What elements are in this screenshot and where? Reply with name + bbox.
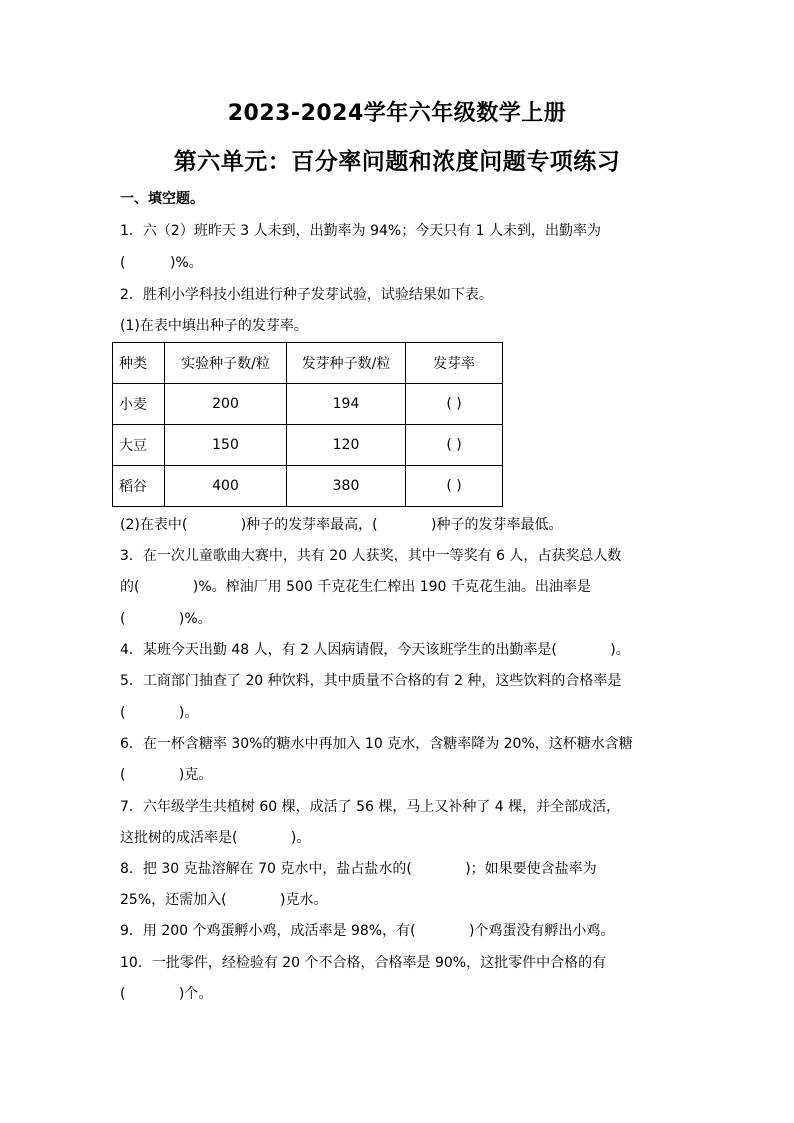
question-6-line-2: ( )克。 xyxy=(120,767,213,783)
table-cell: 400 xyxy=(165,466,287,507)
question-7-line-1: 7．六年级学生共植树 60 棵，成活了 56 棵，马上又补种了 4 棵，并全部成活， xyxy=(120,799,621,815)
question-1-line-2: ( )%。 xyxy=(120,255,203,271)
question-8-line-2: 25%，还需加入( )克水。 xyxy=(120,892,328,908)
answer-blank[interactable]: ( ) xyxy=(406,425,503,466)
table-header-cell: 种类 xyxy=(113,343,165,384)
table-cell: 150 xyxy=(165,425,287,466)
germination-table xyxy=(112,342,503,507)
answer-blank[interactable]: ( ) xyxy=(406,384,503,425)
table-row xyxy=(113,466,503,507)
table-cell: 380 xyxy=(287,466,406,507)
question-2-line-2: (1)在表中填出种子的发芽率。 xyxy=(120,318,308,334)
table-header-row xyxy=(113,343,503,384)
table-cell: 194 xyxy=(287,384,406,425)
question-2-line-1: 2．胜利小学科技小组进行种子发芽试验，试验结果如下表。 xyxy=(120,287,493,303)
table-header-cell: 发芽率 xyxy=(406,343,503,384)
question-5-line-2: ( )。 xyxy=(120,705,199,721)
table-row xyxy=(113,384,503,425)
question-3-line-3: ( )%。 xyxy=(120,611,212,627)
question-3-line-1: 3．在一次儿童歌曲大赛中，共有 20 人获奖，其中一等奖有 6 人，占获奖总人数 xyxy=(120,548,622,564)
table-header-cell: 发芽种子数/粒 xyxy=(287,343,406,384)
question-8-line-1: 8．把 30 克盐溶解在 70 克水中，盐占盐水的( )；如果要使含盐率为 xyxy=(120,861,597,877)
question-2-part-2: (2)在表中( )种子的发芽率最高，( )种子的发芽率最低。 xyxy=(120,517,563,533)
table-cell: 大豆 xyxy=(113,425,165,466)
table-header-cell: 实验种子数/粒 xyxy=(165,343,287,384)
document-title: 2023-2024学年六年级数学上册 xyxy=(227,101,567,126)
question-6-line-1: 6．在一杯含糖率 30%的糖水中再加入 10 克水，含糖率降为 20%，这杯糖水含糖 xyxy=(120,736,633,752)
question-3-line-2: 的( )%。榨油厂用 500 千克花生仁榨出 190 千克花生油。出油率是 xyxy=(120,579,591,595)
question-9: 9．用 200 个鸡蛋孵小鸡，成活率是 98%，有( )个鸡蛋没有孵出小鸡。 xyxy=(120,923,615,939)
question-1-line-1: 1．六（2）班昨天 3 人未到，出勤率为 94%；今天只有 1 人未到，出勤率为 xyxy=(120,223,601,239)
document-subtitle: 第六单元：百分率问题和浓度问题专项练习 xyxy=(173,149,621,175)
table-cell: 120 xyxy=(287,425,406,466)
section-heading: 一、填空题。 xyxy=(120,191,204,207)
answer-blank[interactable]: ( ) xyxy=(406,466,503,507)
question-10-line-2: ( )个。 xyxy=(120,986,213,1002)
table-cell: 200 xyxy=(165,384,287,425)
question-7-line-2: 这批树的成活率是( )。 xyxy=(120,830,311,846)
table-cell: 稻谷 xyxy=(113,466,165,507)
table-cell: 小麦 xyxy=(113,384,165,425)
question-10-line-1: 10．一批零件，经检验有 20 个不合格，合格率是 90%，这批零件中合格的有 xyxy=(120,955,607,971)
question-5-line-1: 5．工商部门抽查了 20 种饮料，其中质量不合格的有 2 种，这些饮料的合格率是 xyxy=(120,673,622,689)
table-row xyxy=(113,425,503,466)
question-4: 4．某班今天出勤 48 人，有 2 人因病请假，今天该班学生的出勤率是( )。 xyxy=(120,642,630,658)
